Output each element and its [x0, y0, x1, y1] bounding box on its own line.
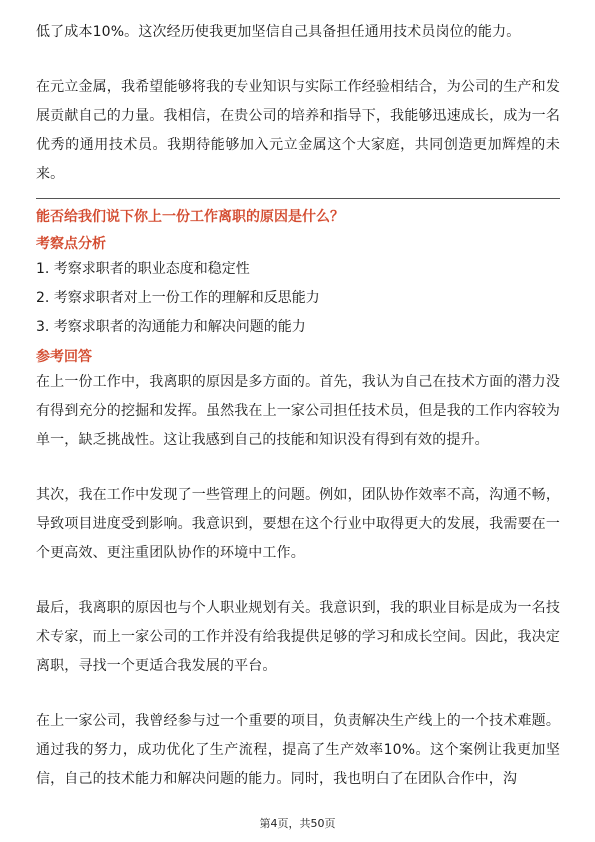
- page-number: 第4页，共50页: [259, 817, 336, 830]
- intro-paragraph: 低了成本10%。这次经历使我更加坚信自己具备担任通用技术员岗位的能力。: [36, 24, 521, 40]
- intro-paragraph: 在元立金属，我希望能够将我的专业知识与实际工作经验相结合，为公司的生产和发展贡献自己的力量。我相信，在贵公司的培养和指导下，我能够迅速成长，成为一名优秀的通用技术员。我期待能够加入元立金属这个大家庭，共同创造更加辉煌的未来。: [36, 79, 560, 182]
- analysis-point: 3. 考察求职者的沟通能力和解决问题的能力: [36, 319, 306, 335]
- analysis-point: 2. 考察求职者对上一份工作的理解和反思能力: [36, 290, 320, 306]
- paragraph-gap: [36, 47, 560, 73]
- analysis-heading: 考察点分析: [36, 236, 106, 252]
- answer-paragraph: 在上一家公司，我曾经参与过一个重要的项目，负责解决生产线上的一个技术难题。通过我的努力，成功优化了生产流程，提高了生产效率10%。这个案例让我更加坚信，自己的技术能力和解决问题的能力。同时，我也明白了在团队合作中，沟: [36, 713, 560, 787]
- analysis-point: 1. 考察求职者的职业态度和稳定性: [36, 261, 250, 277]
- question-heading: 能否给我们说下你上一份工作离职的原因是什么？: [36, 209, 344, 225]
- paragraph-gap: [36, 568, 560, 594]
- section-divider: [36, 198, 560, 199]
- answer-paragraph: 其次，我在工作中发现了一些管理上的问题。例如，团队协作效率不高，沟通不畅，导致项目进度受到影响。我意识到，要想在这个行业中取得更大的发展，我需要在一个更高效、更注重团队协作的环境中工作。: [36, 487, 560, 561]
- paragraph-gap: [36, 455, 560, 481]
- page-content: [36, 18, 560, 794]
- answer-paragraph: 在上一份工作中，我离职的原因是多方面的。首先，我认为自己在技术方面的潜力没有得到充分的挖掘和发挥。虽然我在上一家公司担任技术员，但是我的工作内容较为单一，缺乏挑战性。这让我感到自己的技能和知识没有得到有效的提升。: [36, 374, 560, 448]
- answer-paragraph: 最后，我离职的原因也与个人职业规划有关。我意识到，我的职业目标是成为一名技术专家，而上一家公司的工作并没有给我提供足够的学习和成长空间。因此，我决定离职，寻找一个更适合我发展的平台。: [36, 600, 560, 674]
- answer-heading: 参考回答: [36, 349, 92, 365]
- paragraph-gap: [36, 681, 560, 707]
